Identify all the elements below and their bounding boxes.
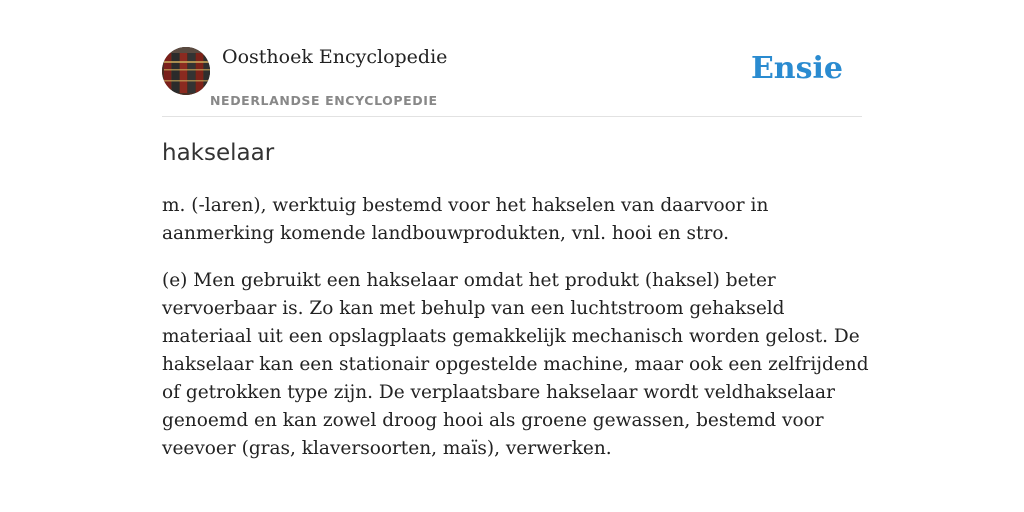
definition-paragraph: (e) Men gebruikt een hakselaar omdat het produkt (haksel) beter vervoerbaar is. Zo kan met behulp van een luchtstroom gehakseld materiaal uit een opslagplaats gemakkelijk mechanisch worden gelost. De hakselaar kan een stationair opgestelde machine, maar ook een zelfrijdend of getrokken type zijn. De verplaatsbare hakselaar wordt veldhakselaar genoemd en kan zowel droog hooi als groene gewassen, bestemd voor veevoer (gras, klaversoorten, maïs), verwerken. (162, 270, 869, 459)
source-header (162, 46, 862, 117)
definition-paragraph: m. (-laren), werktuig bestemd voor het hakselen van daarvoor in aanmerking komende landbouwprodukten, vnl. hooi en stro. (162, 195, 769, 244)
ensie-logo-link[interactable]: Ensie (750, 51, 843, 86)
entry-term: hakselaar (162, 140, 275, 166)
source-subtitle: NEDERLANDSE ENCYCLOPEDIE (210, 93, 438, 108)
entry-definition (162, 192, 872, 482)
source-avatar-books-icon[interactable] (162, 47, 210, 95)
source-title-link[interactable]: Oosthoek Encyclopedie (222, 46, 448, 68)
